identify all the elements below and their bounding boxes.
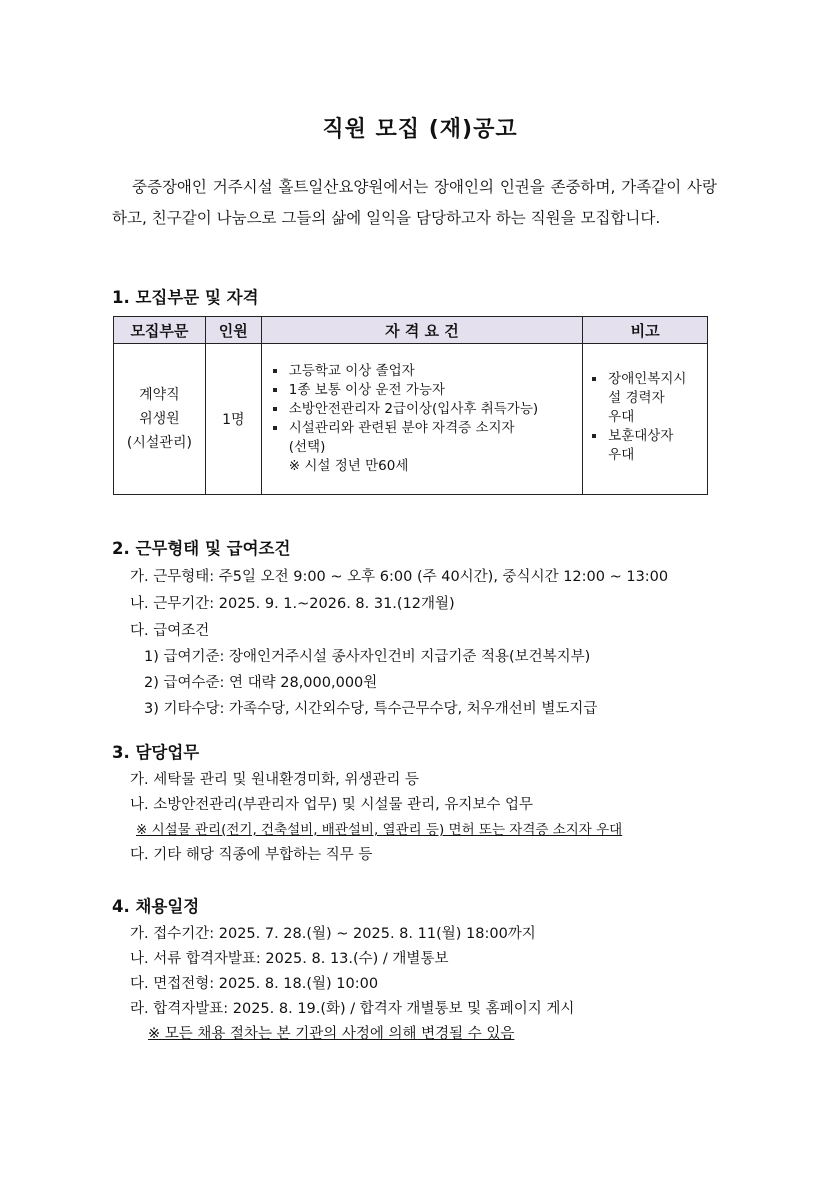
count-cell: 1명	[205, 344, 261, 495]
table-row	[114, 344, 708, 495]
section1-heading: 1. 모집부문 및 자격	[112, 288, 259, 307]
list-item: 설 경력자	[608, 390, 665, 406]
section4-line: 다. 면접전형: 2025. 8. 18.(월) 10:00	[130, 976, 379, 992]
list-item: 우대	[608, 447, 635, 463]
category-line: 계약직	[139, 387, 180, 403]
bullet-icon	[273, 388, 277, 392]
list-item: 시설관리와 관련된 분야 자격증 소지자	[289, 419, 581, 438]
bullet-icon	[273, 426, 277, 430]
table-header-row	[114, 317, 708, 344]
list-item: 1종 보통 이상 운전 가능자	[289, 381, 581, 400]
category-line: 위생원	[139, 411, 180, 427]
bullet-icon	[273, 407, 277, 411]
remarks-cell	[583, 344, 708, 495]
section4-note: ※ 모든 채용 절차는 본 기관의 사정에 의해 변경될 수 있음	[148, 1026, 515, 1042]
requirement-note: ※ 시설 정년 만60세	[288, 458, 409, 474]
section2-line: 2) 급여수준: 연 대략 28,000,000원	[144, 675, 378, 691]
bullet-icon	[592, 377, 596, 381]
section2-heading: 2. 근무형태 및 급여조건	[112, 539, 291, 558]
section2-line: 다. 급여조건	[130, 623, 210, 639]
section2-line: 나. 근무기간: 2025. 9. 1.~2026. 8. 31.(12개월)	[130, 596, 455, 612]
category-line: (시설관리)	[126, 435, 192, 451]
bullet-icon	[592, 434, 596, 438]
table-header: 인원	[205, 317, 261, 344]
table-header: 자 격 요 건	[261, 317, 582, 344]
intro-paragraph: 중증장애인 거주시설 홀트일산요양원에서는 장애인의 인권을 존중하며, 가족같이 사랑하고, 친구같이 나눔으로 그들의 삶에 일익을 담당하고자 하는 직원을 모집합니다.	[112, 178, 717, 227]
table-header: 비고	[583, 317, 708, 344]
bullet-icon	[273, 369, 277, 373]
section4-line: 나. 서류 합격자발표: 2025. 8. 13.(수) / 개별통보	[130, 951, 449, 967]
page-title: 직원 모집 (재)공고	[322, 117, 518, 142]
table-header: 모집부문	[114, 317, 206, 344]
list-item: 우대	[608, 409, 635, 425]
list-item: 장애인복지시	[608, 370, 706, 389]
section3-note: ※ 시설물 관리(전기, 건축설비, 배관설비, 열관리 등) 면허 또는 자격증 소지자 우대	[136, 822, 623, 838]
section2-line: 1) 급여기준: 장애인거주시설 종사자인건비 지급기준 적용(보건복지부)	[144, 649, 591, 665]
section3-line: 나. 소방안전관리(부관리자 업무) 및 시설물 관리, 유지보수 업무	[130, 797, 533, 813]
requirements-list	[263, 362, 581, 457]
list-item: 소방안전관리자 2급이상(입사후 취득가능)	[289, 400, 581, 419]
section2-line: 3) 기타수당: 가족수당, 시간외수당, 특수근무수당, 처우개선비 별도지급	[144, 701, 598, 717]
list-item: 고등학교 이상 졸업자	[289, 362, 581, 381]
section3-line: 다. 기타 해당 직종에 부합하는 직무 등	[130, 847, 373, 863]
requirements-table	[113, 316, 708, 495]
list-item: 보훈대상자	[608, 427, 706, 446]
category-cell	[114, 344, 206, 495]
section2-line: 가. 근무형태: 주5일 오전 9:00 ~ 오후 6:00 (주 40시간), 중식시간 12:00 ~ 13:00	[130, 569, 669, 585]
remarks-list	[584, 370, 706, 465]
requirements-cell	[261, 344, 582, 495]
section4-line: 가. 접수기간: 2025. 7. 28.(월) ~ 2025. 8. 11(월) 18:00까지	[130, 926, 536, 942]
section4-heading: 4. 채용일정	[112, 897, 200, 916]
list-item: (선택)	[288, 439, 326, 455]
section4-line: 라. 합격자발표: 2025. 8. 19.(화) / 합격자 개별통보 및 홈페이지 게시	[130, 1001, 575, 1017]
section3-line: 가. 세탁물 관리 및 원내환경미화, 위생관리 등	[130, 772, 419, 788]
section3-heading: 3. 담당업무	[112, 743, 200, 762]
